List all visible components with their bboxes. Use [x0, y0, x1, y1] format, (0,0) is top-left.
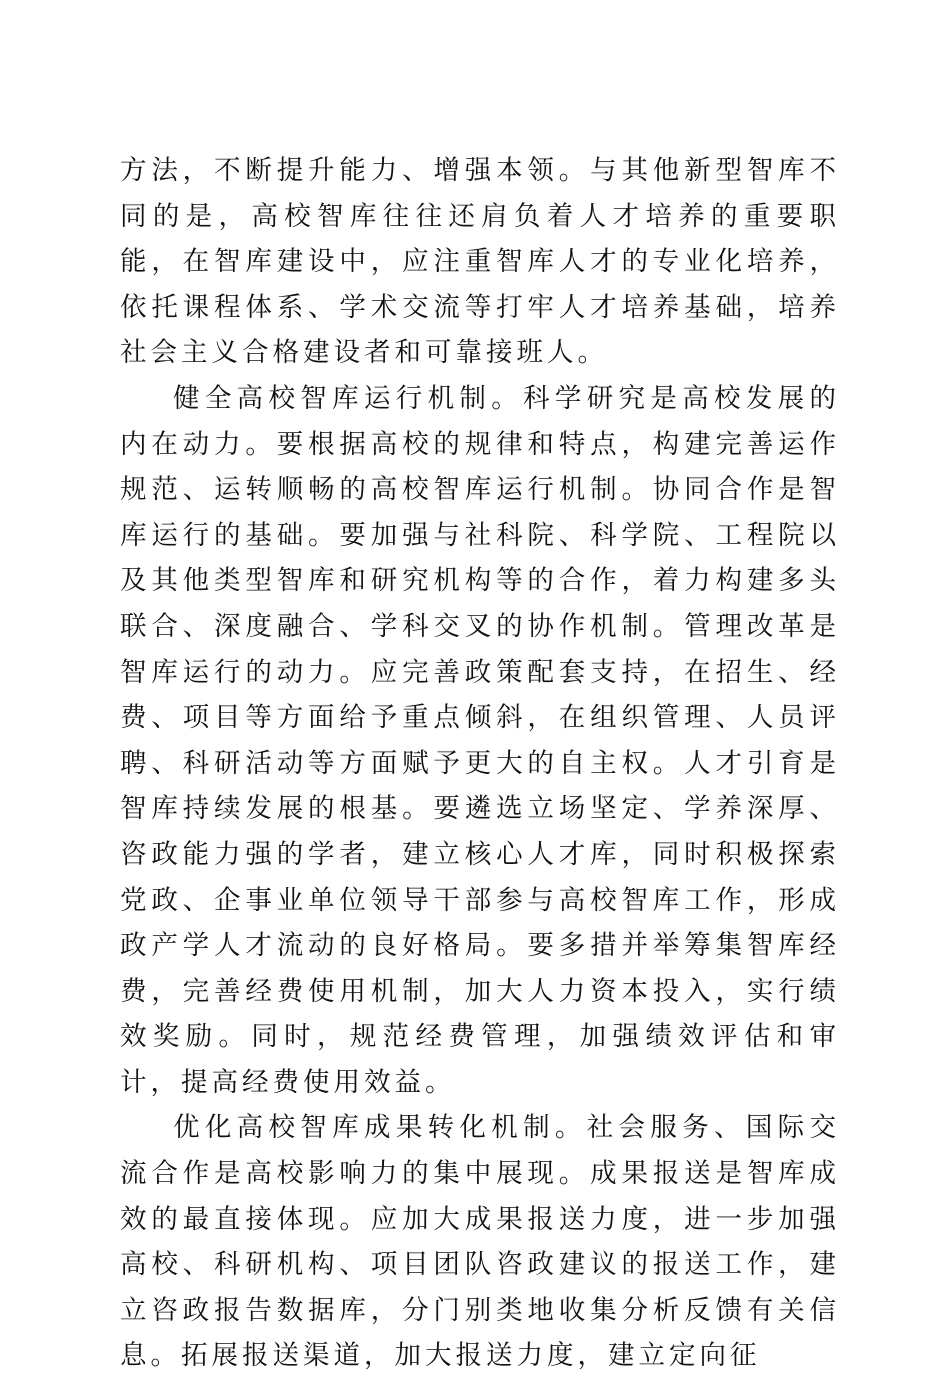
paragraph-talent-cultivation: 方法，不断提升能力、增强本领。与其他新型智库不同的是，高校智库往往还肩负着人才培养的重要职能，在智库建设中，应注重智库人才的专业化培养，依托课程体系、学术交流等打牢人才培养基础，培养社会主义合格建设者和可靠接班人。 [120, 155, 840, 369]
paragraph-operation-mechanism: 健全高校智库运行机制。科学研究是高校发展的内在动力。要根据高校的规律和特点，构建完善运作规范、运转顺畅的高校智库运行机制。协同合作是智库运行的基础。要加强与社科院、科学院、工程院以及其他类型智库和研究机构等的合作，着力构建多头联合、深度融合、学科交叉的协作机制。管理改革是智库运行的动力。应完善政策配套支持，在招生、经费、项目等方面给予重点倾斜，在组织管理、人员评聘、科研活动等方面赋予更大的自主权。人才引育是智库持续发展的根基。要遴选立场坚定、学养深厚、咨政能力强的学者，建立核心人才库，同时积极探索党政、企事业单位领导干部参与高校智库工作，形成政产学人才流动的良好格局。要多措并举筹集智库经费，完善经费使用机制，加大人力资本投入，实行绩效奖励。同时，规范经费管理，加强绩效评估和审计，提高经费使用效益。 [120, 382, 840, 1098]
document-page [120, 148, 840, 1379]
paragraph-achievement-transformation: 优化高校智库成果转化机制。社会服务、国际交流合作是高校影响力的集中展现。成果报送是智库成效的最直接体现。应加大成果报送力度，进一步加强高校、科研机构、项目团队咨政建议的报送工作，建立咨政报告数据库，分门别类地收集分析反馈有关信息。拓展报送渠道，加大报送力度，建立定向征 [120, 1112, 840, 1372]
